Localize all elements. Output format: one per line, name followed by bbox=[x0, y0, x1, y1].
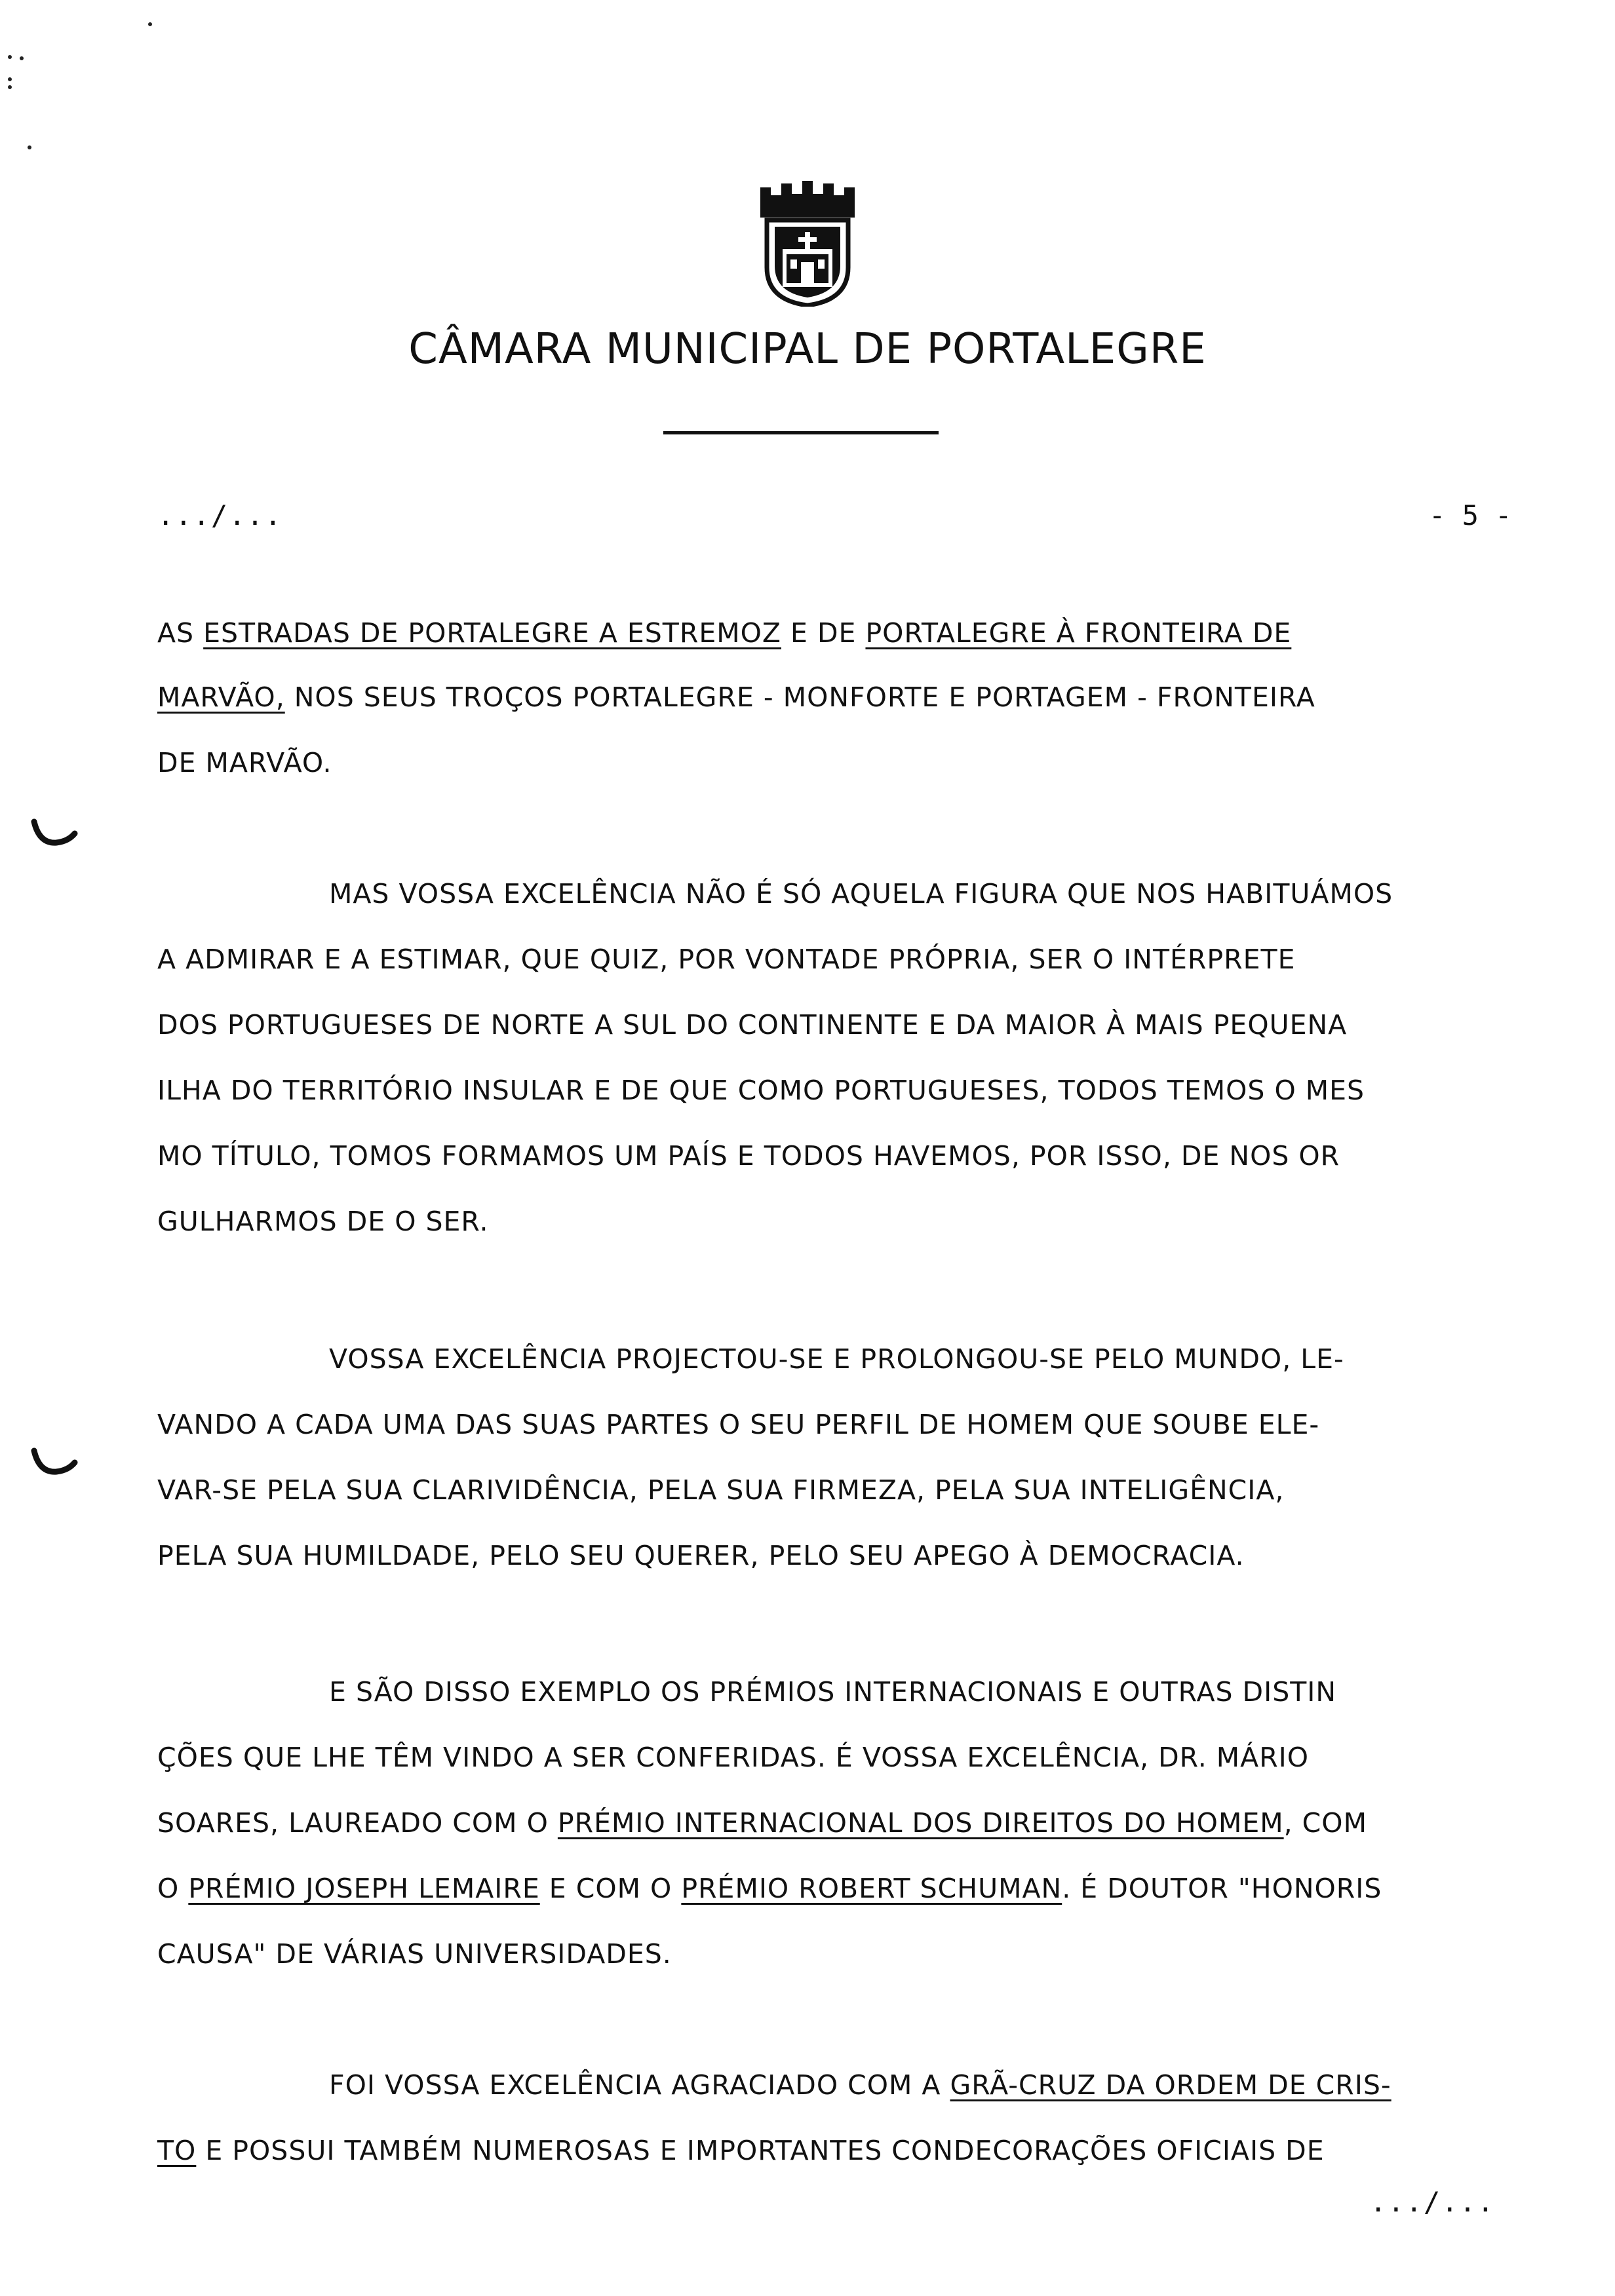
scan-speck bbox=[28, 145, 31, 149]
page-number: - 5 - bbox=[1429, 499, 1512, 531]
continuation-marker-top: .../... bbox=[157, 499, 283, 531]
paragraph-1-line-3: DE MARVÃO. bbox=[157, 747, 332, 778]
underlined-marvao: MARVÃO, bbox=[157, 681, 285, 713]
underlined-human-rights-prize: PRÉMIO INTERNACIONAL DOS DIREITOS DO HOMEM bbox=[557, 1807, 1284, 1839]
paragraph-2-line-4: ILHA DO TERRITÓRIO INSULAR E DE QUE COMO PORTUGUESES, TODOS TEMOS O MES bbox=[157, 1075, 1365, 1106]
paragraph-1-line-2: MARVÃO, NOS SEUS TROÇOS PORTALEGRE - MONFORTE E PORTAGEM - FRONTEIRA bbox=[157, 681, 1315, 713]
paragraph-4-line-3: SOARES, LAUREADO COM O PRÉMIO INTERNACIONAL DOS DIREITOS DO HOMEM, COM bbox=[157, 1807, 1367, 1839]
scan-speck bbox=[8, 55, 12, 59]
paragraph-2-line-3: DOS PORTUGUESES DE NORTE A SUL DO CONTINENTE E DA MAIOR À MAIS PEQUENA bbox=[157, 1009, 1348, 1041]
underlined-robert-schuman-prize: PRÉMIO ROBERT SCHUMAN bbox=[681, 1873, 1062, 1904]
paragraph-3-line-1: VOSSA EXCELÊNCIA PROJECTOU-SE E PROLONGOU-SE PELO MUNDO, LE- bbox=[329, 1343, 1344, 1375]
paragraph-4-line-4: O PRÉMIO JOSEPH LEMAIRE E COM O PRÉMIO ROBERT SCHUMAN. É DOUTOR "HONORIS bbox=[157, 1873, 1382, 1904]
paragraph-4-line-1: E SÃO DISSO EXEMPLO OS PRÉMIOS INTERNACIONAIS E OUTRAS DISTIN bbox=[329, 1676, 1337, 1708]
scan-speck bbox=[8, 77, 12, 81]
margin-check-mark bbox=[30, 816, 79, 849]
margin-check-mark bbox=[30, 1445, 79, 1478]
paragraph-3-line-4: PELA SUA HUMILDADE, PELO SEU QUERER, PELO SEU APEGO À DEMOCRACIA. bbox=[157, 1540, 1245, 1571]
header-divider bbox=[663, 431, 939, 434]
scan-speck bbox=[8, 85, 12, 89]
underlined-road-marvao: PORTALEGRE À FRONTEIRA DE bbox=[865, 617, 1292, 649]
underlined-order-of-christ: GRÃ-CRUZ DA ORDEM DE CRIS- bbox=[950, 2069, 1391, 2101]
underlined-joseph-lemaire-prize: PRÉMIO JOSEPH LEMAIRE bbox=[188, 1873, 540, 1904]
underlined-to: TO bbox=[157, 2135, 197, 2166]
paragraph-4-line-2: ÇÕES QUE LHE TÊM VINDO A SER CONFERIDAS. É VOSSA EXCELÊNCIA, DR. MÁRIO bbox=[157, 1742, 1310, 1773]
paragraph-2-line-5: MO TÍTULO, TOMOS FORMAMOS UM PAÍS E TODOS HAVEMOS, POR ISSO, DE NOS OR bbox=[157, 1140, 1340, 1172]
paragraph-5-line-1: FOI VOSSA EXCELÊNCIA AGRACIADO COM A GRÃ-CRUZ DA ORDEM DE CRIS- bbox=[329, 2069, 1391, 2101]
paragraph-2-line-1: MAS VOSSA EXCELÊNCIA NÃO É SÓ AQUELA FIGURA QUE NOS HABITUÁMOS bbox=[329, 878, 1393, 909]
scan-speck bbox=[148, 22, 152, 26]
scan-speck bbox=[20, 56, 24, 60]
paragraph-3-line-2: VANDO A CADA UMA DAS SUAS PARTES O SEU PERFIL DE HOMEM QUE SOUBE ELE- bbox=[157, 1409, 1320, 1440]
continuation-marker-bottom: .../... bbox=[1370, 2186, 1496, 2218]
municipality-title: CÂMARA MUNICIPAL DE PORTALEGRE bbox=[408, 325, 1207, 373]
paragraph-3-line-3: VAR-SE PELA SUA CLARIVIDÊNCIA, PELA SUA FIRMEZA, PELA SUA INTELIGÊNCIA, bbox=[157, 1474, 1285, 1506]
underlined-road-estremoz: ESTRADAS DE PORTALEGRE A ESTREMOZ bbox=[203, 617, 781, 649]
portalegre-coat-of-arms-icon bbox=[749, 176, 866, 307]
paragraph-5-line-2: TO E POSSUI TAMBÉM NUMEROSAS E IMPORTANTES CONDECORAÇÕES OFICIAIS DE bbox=[157, 2135, 1325, 2166]
paragraph-1-line-1: AS ESTRADAS DE PORTALEGRE A ESTREMOZ E DE PORTALEGRE À FRONTEIRA DE bbox=[157, 617, 1292, 649]
paragraph-2-line-6: GULHARMOS DE O SER. bbox=[157, 1206, 489, 1237]
paragraph-4-line-5: CAUSA" DE VÁRIAS UNIVERSIDADES. bbox=[157, 1938, 672, 1970]
paragraph-2-line-2: A ADMIRAR E A ESTIMAR, QUE QUIZ, POR VONTADE PRÓPRIA, SER O INTÉRPRETE bbox=[157, 944, 1296, 975]
